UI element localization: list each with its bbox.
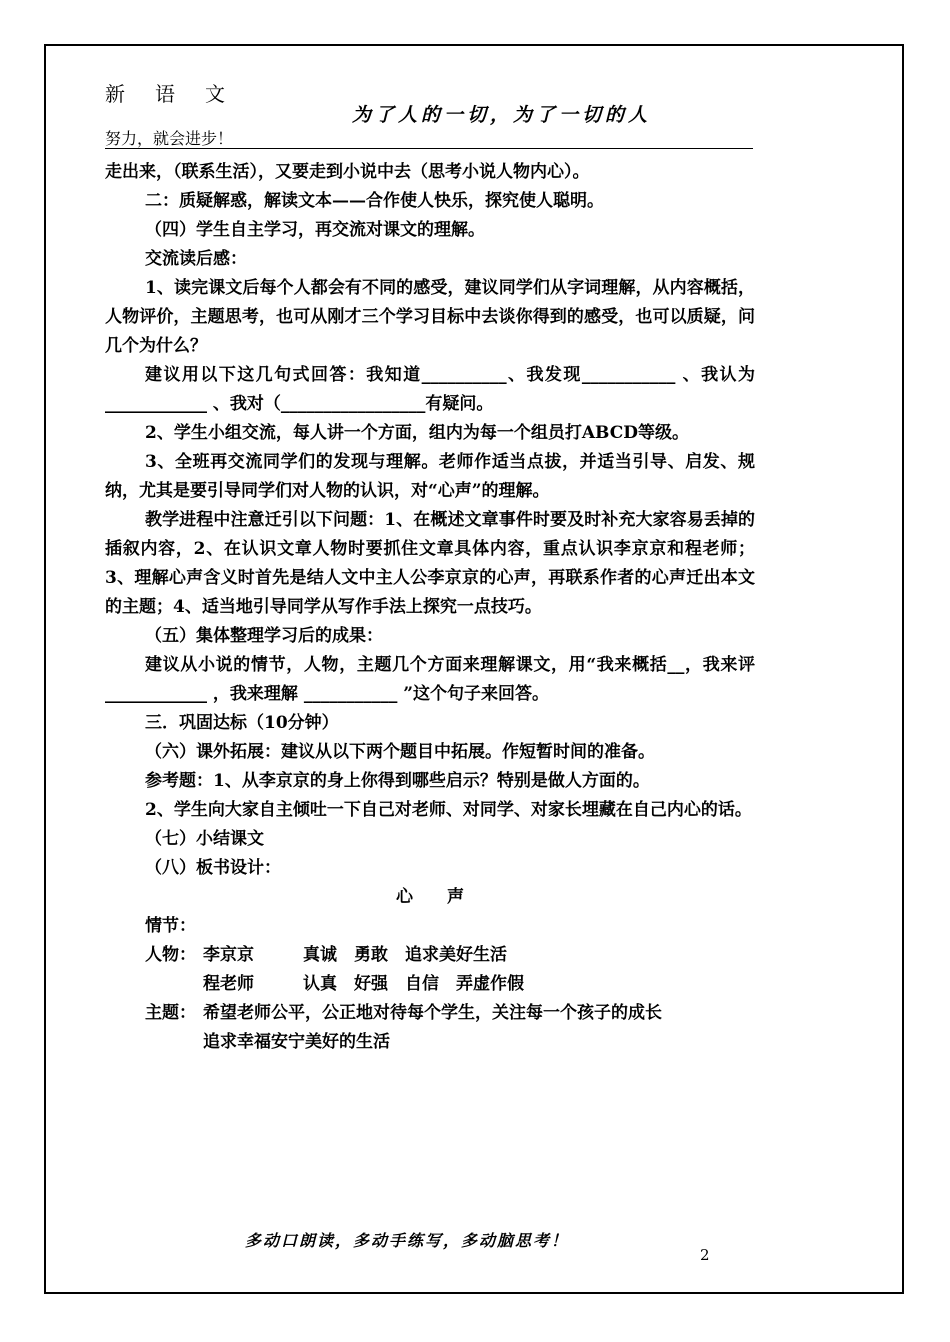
board-theme-text: 追求幸福安宁美好的生活 [203,1032,390,1052]
board-person-row [105,970,755,999]
paragraph: 2、学生向大家自主倾吐一下自己对老师、对同学、对家长埋藏在自己内心的话。 [145,800,752,820]
section-heading: 二：质疑解惑，解读文本——合作使人快乐，探究使人聪明。 [145,191,604,211]
header-title: 新语文 [105,82,255,106]
section-heading: （四）学生自主学习，再交流对课文的理解。 [145,220,485,240]
section-heading: （七）小结课文 [145,829,264,849]
section-heading: （八）板书设计： [145,858,281,878]
paragraph: 2、学生小组交流，每人讲一个方面，组内为每一个组员打ABCD等级。 [145,423,689,443]
board-person-name: 程老师 [203,974,254,994]
footer-slogan: 多动口朗读，多动手练写，多动脑思考！ [245,1231,570,1250]
board-theme-label: 主题： [145,1003,196,1023]
board-person-traits: 真诚 勇敢 追求美好生活 [303,945,507,965]
section-heading: （六）课外拓展：建议从以下两个题目中拓展。作短暂时间的准备。 [145,742,655,762]
paragraph: 建议用以下这几句式回答：我知道__________、我发现___________ 、我认为 ____________ 、我对（_________________有疑问。 [105,365,755,414]
document-body [105,158,755,1057]
board-people-label: 人物： [145,945,196,965]
board-theme-text: 希望老师公平，公正地对待每个学生，关注每一个孩子的成长 [203,1003,662,1023]
board-person-traits: 认真 好强 自信 弄虚作假 [303,974,524,994]
paragraph: 1、读完课文后每个人都会有不同的感受，建议同学们从字词理解，从内容概括，人物评价，主题思考，也可从刚才三个学习目标中去谈你得到的感受，也可以质疑，问几个为什么？ [105,278,755,356]
paragraph: 3、全班再交流同学们的发现与理解。老师作适当点拔，并适当引导、启发、规纳，尤其是要引导同学们对人物的认识，对“心声”的理解。 [105,452,755,501]
paragraph: 建议从小说的情节，人物，主题几个方面来理解课文，用“我来概括__，我来评____________ ，我来理解 ___________ ”这个句子来回答。 [105,655,755,704]
board-theme-row [105,1028,755,1057]
board-plot-label: 情节： [145,916,196,936]
paragraph: 参考题：1、从李京京的身上你得到哪些启示？特别是做人方面的。 [145,771,650,791]
board-person-name: 李京京 [203,945,254,965]
section-heading: （五）集体整理学习后的成果： [145,626,383,646]
board-title: 心 声 [396,887,464,907]
board-person-row [105,941,755,970]
paragraph: 交流读后感： [145,249,247,269]
board-theme-row [105,999,755,1028]
header-subtitle: 努力，就会进步！ [105,129,234,148]
header-motto: 为了人的一切，为了一切的人 [352,104,652,126]
paragraph: 走出来，（联系生活），又要走到小说中去（思考小说人物内心）。 [105,162,590,182]
paragraph: 教学进程中注意迁引以下问题：1、在概述文章事件时要及时补充大家容易丢掉的插叙内容，2、在认识文章人物时要抓住文章具体内容，重点认识李京京和程老师；3、理解心声含义时首先是结人文中主人公李京京的心声，再联系作者的心声迁出本文的主题；4、适当地引导同学从写作手法上探究一点技巧。 [105,510,755,617]
section-heading: 三．巩固达标（10分钟） [145,713,339,733]
header-divider [105,148,753,149]
page-number: 2 [700,1246,710,1264]
